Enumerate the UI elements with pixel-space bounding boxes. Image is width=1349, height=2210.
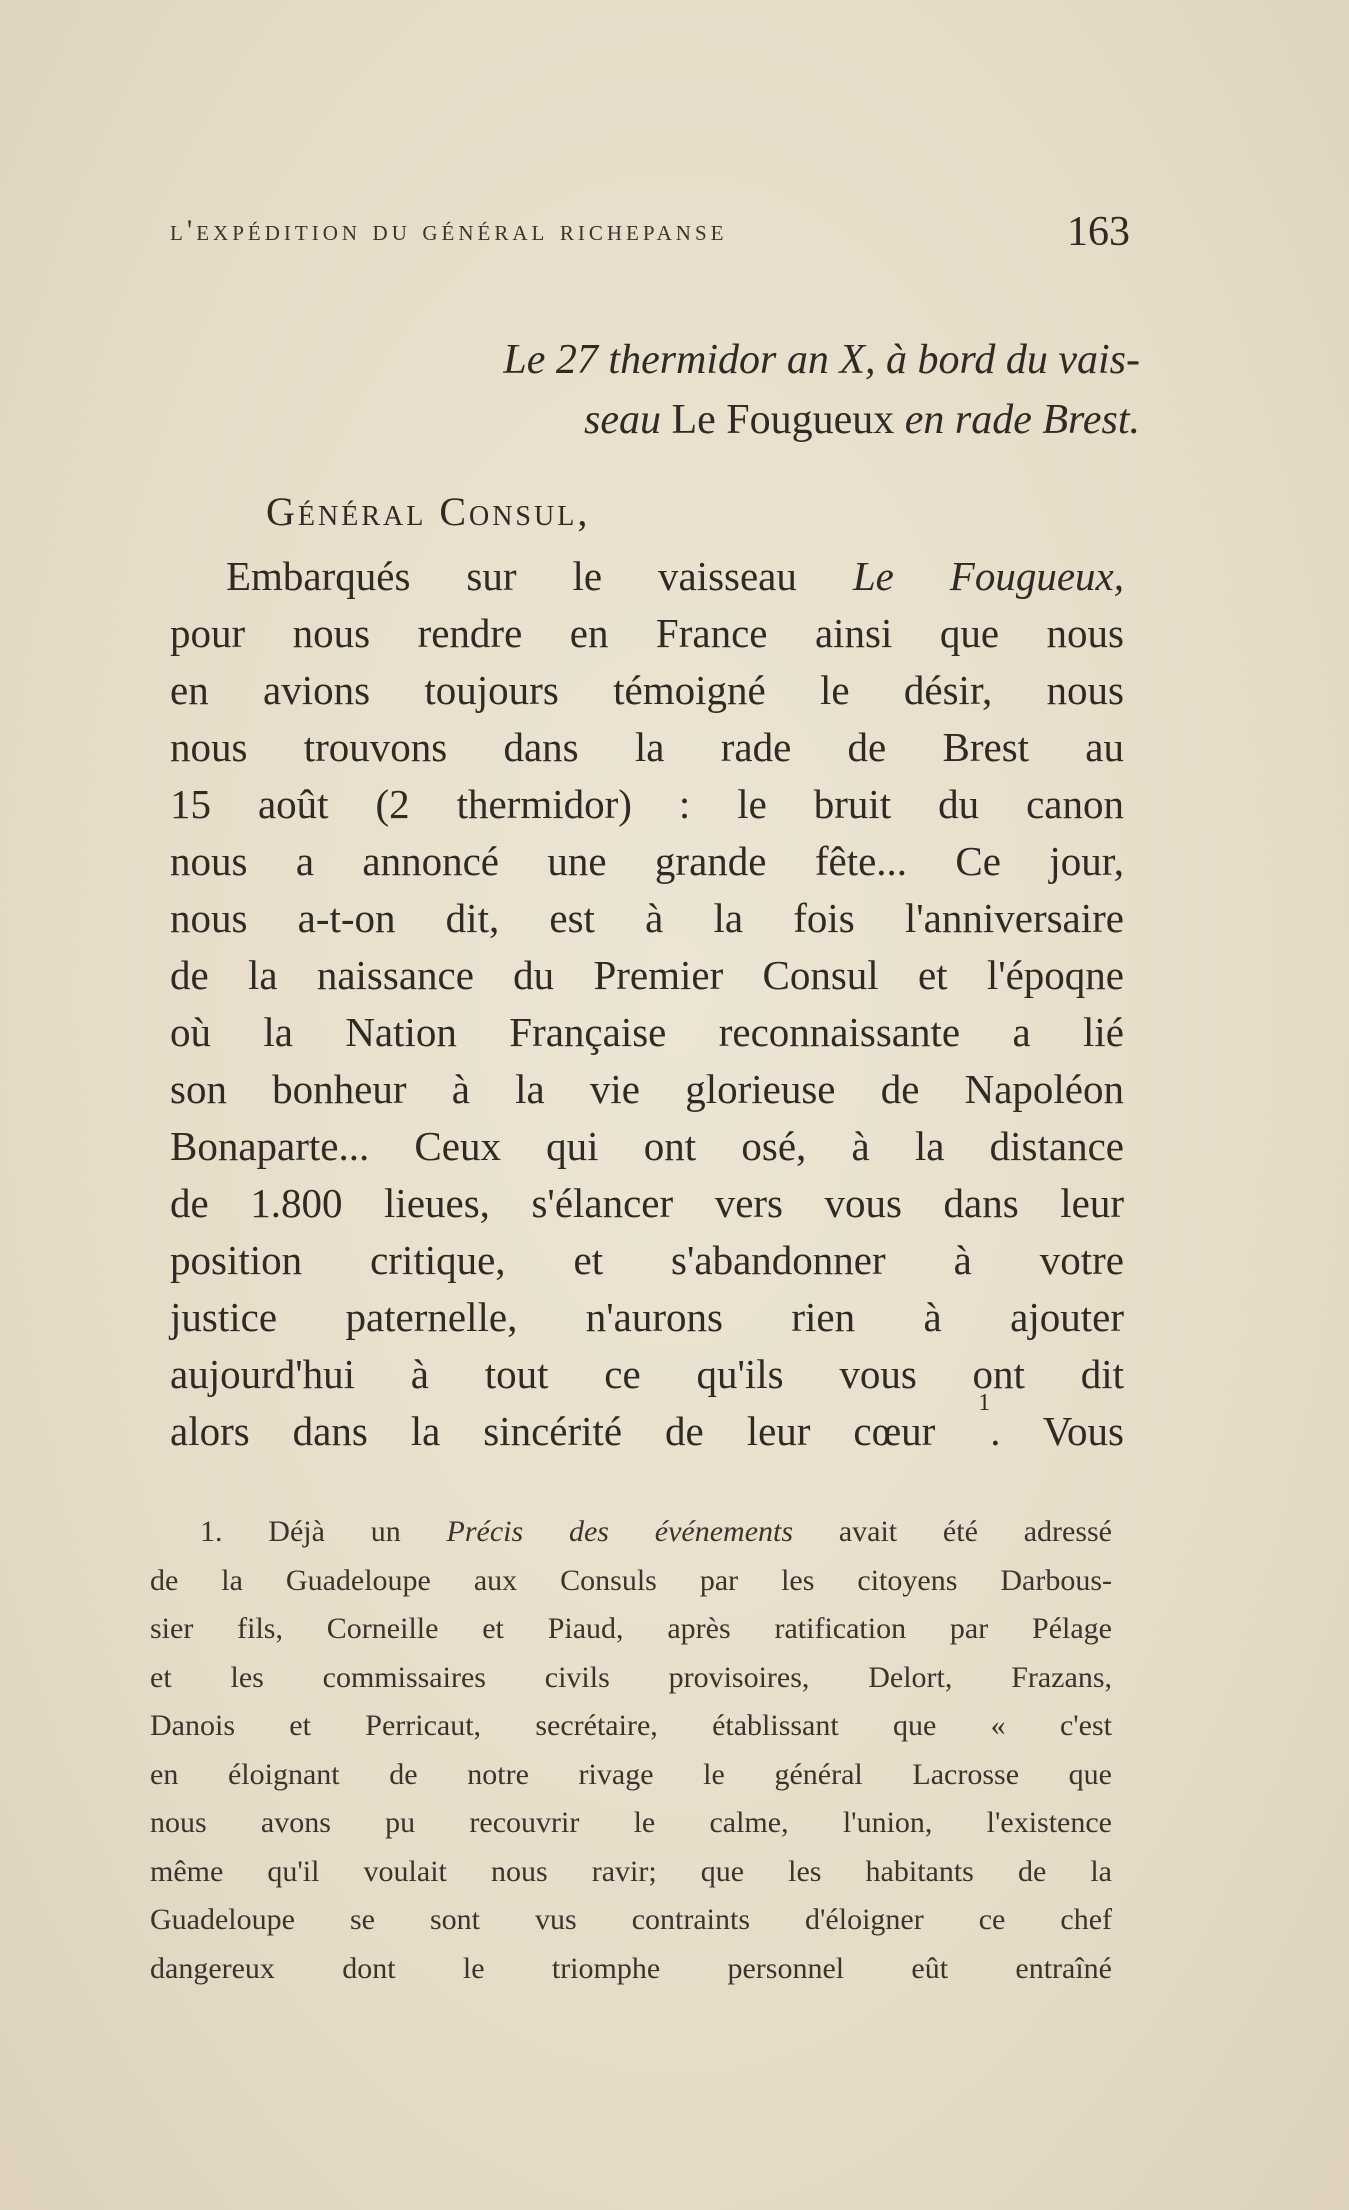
letter-dateline bbox=[320, 330, 1140, 450]
body-line: en avions toujours témoigné le désir, nous bbox=[170, 667, 1124, 713]
letter-salutation: Général Consul, bbox=[266, 489, 591, 534]
footnote-line: même qu'il voulait nous ravir; que les habitants de la bbox=[150, 1854, 1112, 1888]
footnote-line bbox=[150, 1508, 1112, 1557]
body-line-text: alors dans la sincérité de leur cœur bbox=[170, 1408, 979, 1454]
body-line: son bonheur à la vie glorieuse de Napoléon bbox=[170, 1066, 1124, 1112]
page-header bbox=[170, 208, 1130, 258]
letter-body bbox=[170, 548, 1124, 1460]
body-line bbox=[170, 1390, 1124, 1460]
footnote-line: en éloignant de notre rivage le général Lacrosse que bbox=[150, 1757, 1112, 1791]
footnote-reference: 1 bbox=[978, 1390, 991, 1416]
body-line: 15 août (2 thermidor) : le bruit du canon bbox=[170, 781, 1124, 827]
body-line: justice paternelle, n'aurons rien à ajouter bbox=[170, 1294, 1124, 1340]
footnote-line: dangereux dont le triomphe personnel eût entraîné bbox=[150, 1951, 1112, 1985]
body-line: nous a annoncé une grande fête... Ce jour, bbox=[170, 838, 1124, 884]
ship-name: Le Fougueux bbox=[671, 397, 895, 443]
footnote-line: Guadeloupe se sont vus contraints d'éloigner ce chef bbox=[150, 1903, 1112, 1936]
body-line-text: Embarqués sur le vaisseau bbox=[226, 553, 853, 599]
page-number: 163 bbox=[1067, 209, 1130, 255]
footnote-line: Danois et Perricaut, secrétaire, établissant que « c'est bbox=[150, 1709, 1112, 1742]
running-title: l'expédition du général richepanse bbox=[170, 214, 728, 247]
footnote-text: 1. Déjà un bbox=[200, 1515, 447, 1548]
body-line: nous a-t-on dit, est à la fois l'anniversaire bbox=[170, 895, 1124, 941]
body-line: de la naissance du Premier Consul et l'époqne bbox=[170, 952, 1124, 998]
footnote-line: sier fils, Corneille et Piaud, après ratification par Pélage bbox=[150, 1612, 1112, 1645]
footnote-line: de la Guadeloupe aux Consuls par les citoyens Darbous- bbox=[150, 1563, 1112, 1597]
body-line: position critique, et s'abandonner à votre bbox=[170, 1237, 1124, 1283]
dateline-text-2c: en rade Brest. bbox=[894, 397, 1140, 443]
body-line: pour nous rendre en France ainsi que nous bbox=[170, 610, 1124, 656]
dateline-line-2 bbox=[320, 390, 1140, 450]
body-line bbox=[170, 548, 1124, 605]
body-line: où la Nation Française reconnaissante a lié bbox=[170, 1009, 1124, 1055]
footnote-line: et les commissaires civils provisoires, Delort, Frazans, bbox=[150, 1660, 1112, 1694]
footnote-text: avait été adressé bbox=[793, 1515, 1112, 1548]
footnote bbox=[150, 1508, 1112, 1993]
dateline-line-1 bbox=[320, 330, 1140, 390]
dateline-text-1: Le 27 thermidor an X, à bord du vais- bbox=[503, 337, 1140, 383]
body-line: Bonaparte... Ceux qui ont osé, à la distance bbox=[170, 1123, 1124, 1169]
footnote-line: nous avons pu recouvrir le calme, l'union, l'existence bbox=[150, 1806, 1112, 1839]
footnote-title-italic: Précis des événements bbox=[446, 1515, 794, 1548]
dateline-text-2a: seau bbox=[583, 397, 672, 443]
body-line: de 1.800 lieues, s'élancer vers vous dans leur bbox=[170, 1180, 1124, 1226]
body-line: nous trouvons dans la rade de Brest au bbox=[170, 724, 1124, 770]
ship-name-italic: Le Fougueux, bbox=[852, 553, 1124, 599]
body-line: aujourd'hui à tout ce qu'ils vous ont dit bbox=[170, 1351, 1124, 1397]
body-line-text: . Vous bbox=[990, 1408, 1124, 1454]
